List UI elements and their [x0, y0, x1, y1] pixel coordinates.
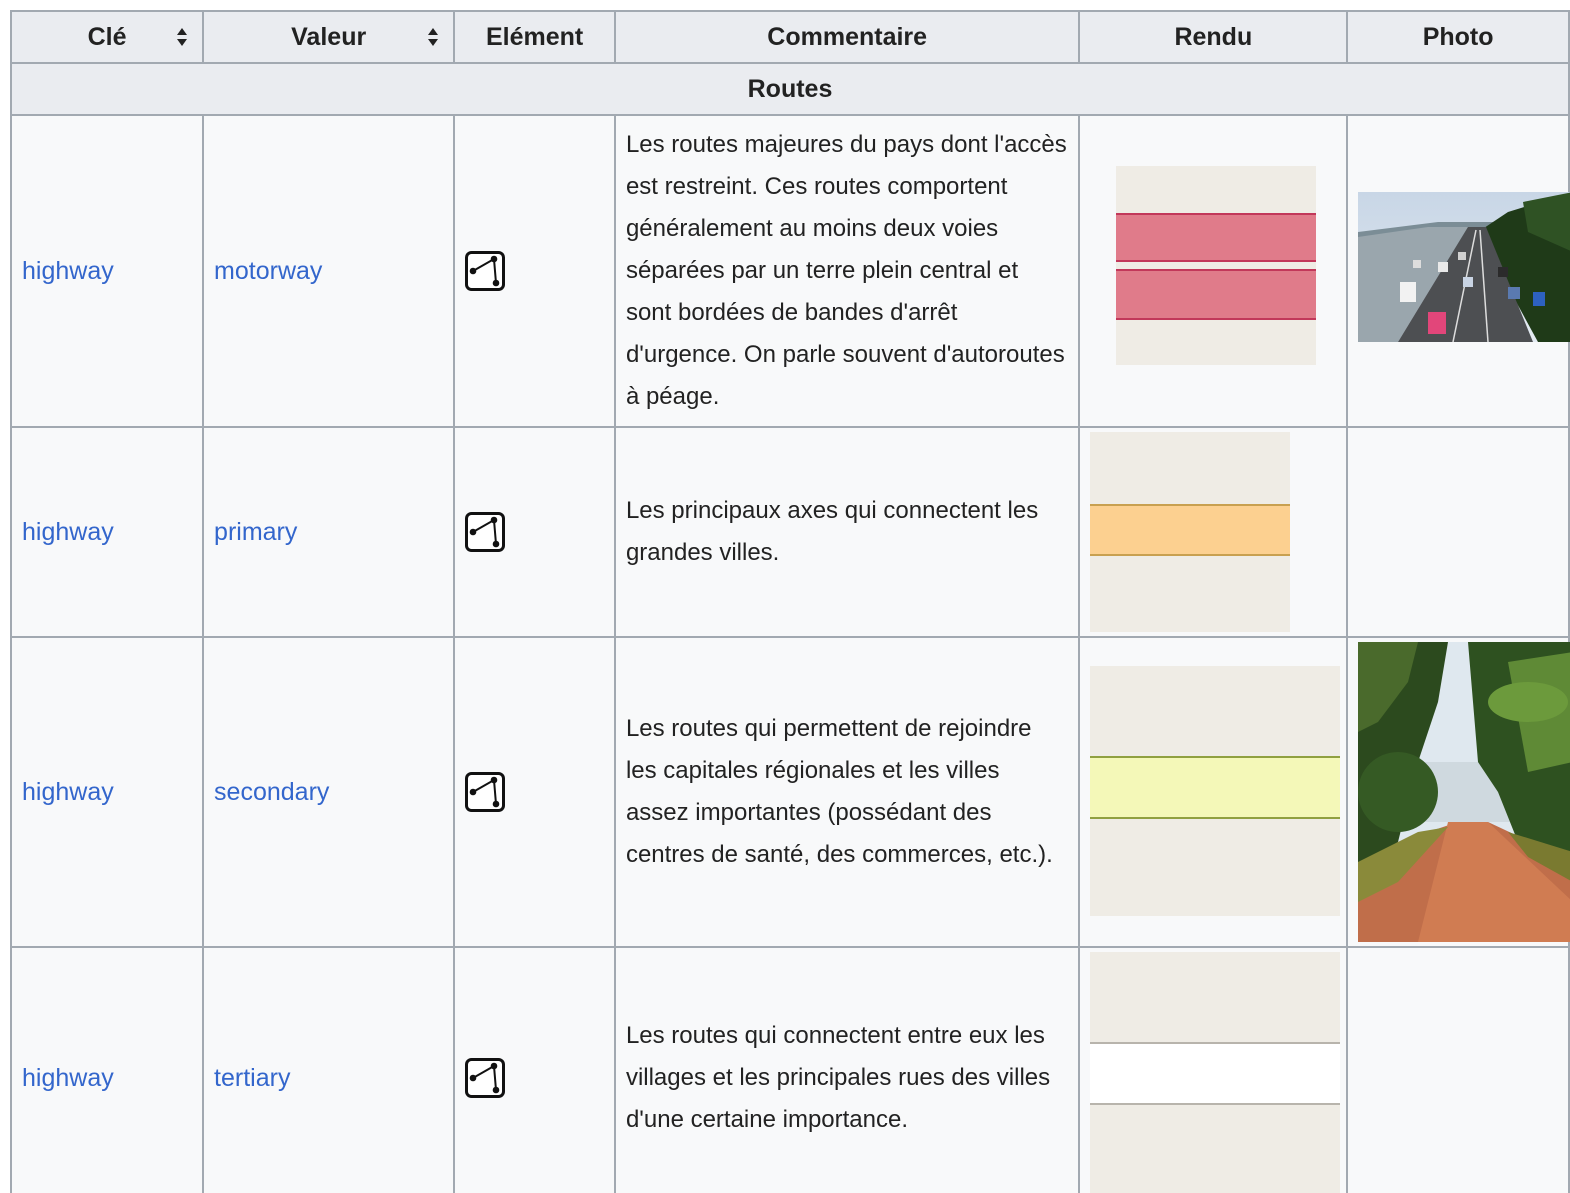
element-cell	[454, 947, 615, 1193]
value-link[interactable]: secondary	[214, 777, 330, 806]
way-icon[interactable]	[465, 512, 505, 552]
render-cell	[1079, 637, 1347, 947]
key-cell	[11, 427, 203, 637]
comment-cell: Les principaux axes qui connectent les grandes villes.	[615, 427, 1079, 637]
key-link[interactable]: highway	[22, 1063, 114, 1092]
element-cell	[454, 637, 615, 947]
key-link[interactable]: highway	[22, 517, 114, 546]
key-cell	[11, 947, 203, 1193]
motorway-render-band	[1116, 269, 1316, 320]
render-cell	[1079, 427, 1347, 637]
sort-both-icon	[427, 27, 439, 47]
column-header-photo: Photo	[1347, 11, 1569, 63]
key-cell	[11, 115, 203, 427]
secondary-render-swatch	[1090, 666, 1340, 916]
sort-both-icon	[176, 27, 188, 47]
column-header-render: Rendu	[1079, 11, 1347, 63]
photo-cell	[1347, 427, 1569, 637]
section-row	[11, 63, 1569, 115]
comment-cell: Les routes majeures du pays dont l'accès est restreint. Ces routes comportent généralement au moins deux voies séparées par un terre plein central et sont bordées de bandes d'arrêt d'urgence. On parle souvent d'autoroutes à péage.	[615, 115, 1079, 427]
header-row	[11, 11, 1569, 63]
motorway-photo[interactable]	[1358, 192, 1570, 342]
table-row	[11, 115, 1569, 427]
value-cell	[203, 637, 454, 947]
osm-tags-table	[10, 10, 1570, 1193]
column-header-label: Clé	[87, 22, 127, 51]
photo-cell	[1347, 947, 1569, 1193]
motorway-photo-image	[1358, 192, 1570, 342]
way-icon[interactable]	[465, 251, 505, 291]
column-header-value[interactable]	[203, 11, 454, 63]
element-cell	[454, 115, 615, 427]
value-link[interactable]: tertiary	[214, 1063, 291, 1092]
primary-render-band	[1090, 504, 1290, 556]
key-link[interactable]: highway	[22, 256, 114, 285]
motorway-render-band	[1116, 213, 1316, 262]
section-title: Routes	[11, 63, 1569, 115]
value-cell	[203, 427, 454, 637]
way-icon[interactable]	[465, 1058, 505, 1098]
table-row	[11, 637, 1569, 947]
element-cell	[454, 427, 615, 637]
value-cell	[203, 947, 454, 1193]
column-header-element: Elément	[454, 11, 615, 63]
motorway-render-swatch	[1116, 166, 1316, 365]
value-link[interactable]: primary	[214, 517, 298, 546]
table-row	[11, 947, 1569, 1193]
key-link[interactable]: highway	[22, 777, 114, 806]
photo-cell	[1347, 637, 1569, 947]
column-header-comment: Commentaire	[615, 11, 1079, 63]
secondary-render-band	[1090, 756, 1340, 819]
value-link[interactable]: motorway	[214, 256, 323, 285]
way-icon[interactable]	[465, 772, 505, 812]
render-cell	[1079, 947, 1347, 1193]
column-header-key[interactable]	[11, 11, 203, 63]
table-row	[11, 427, 1569, 637]
photo-cell	[1347, 115, 1569, 427]
dirt-road-photo[interactable]	[1358, 642, 1570, 942]
render-cell	[1079, 115, 1347, 427]
tertiary-render-band	[1090, 1042, 1340, 1105]
column-header-label: Valeur	[291, 22, 367, 51]
key-cell	[11, 637, 203, 947]
dirt-road-photo-image	[1358, 642, 1570, 942]
tertiary-render-swatch	[1090, 952, 1340, 1193]
comment-cell: Les routes qui connectent entre eux les villages et les principales rues des villes d'une certaine importance.	[615, 947, 1079, 1193]
primary-render-swatch	[1090, 432, 1290, 632]
value-cell	[203, 115, 454, 427]
comment-cell: Les routes qui permettent de rejoindre les capitales régionales et les villes assez importantes (possédant des centres de santé, des commerces, etc.).	[615, 637, 1079, 947]
